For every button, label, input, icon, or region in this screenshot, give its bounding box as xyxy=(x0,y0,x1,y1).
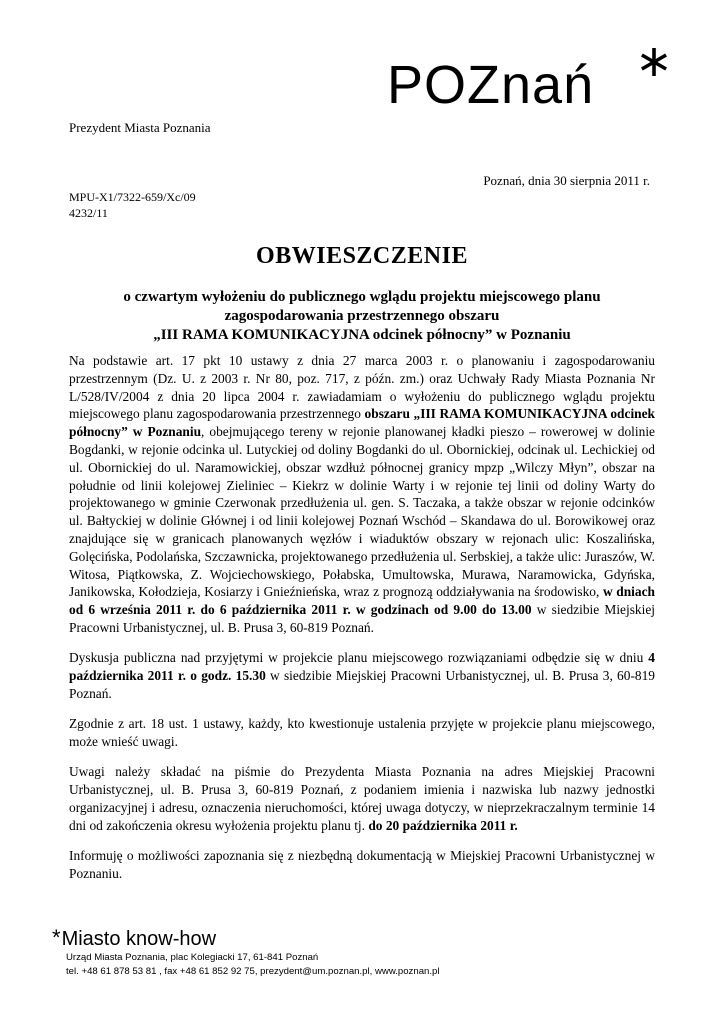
paragraph-documentation: Informuję o możliwości zapoznania się z niezbędną dokumentacją w Miejskiej Pracowni Urbanistycznej w Poznaniu. xyxy=(69,847,655,881)
paragraph-announcement: Na podstawie art. 17 pkt 10 ustawy z dnia 27 marca 2003 r. o planowaniu i zagospodarowaniu przestrzennym (Dz. U. z 2003 r. Nr 80, poz. 717, z późn. zm.) oraz Uchwały Rady Miasta Poznania Nr L/528/IV/2004 z dnia 20 lipca 2004 r. zawiadamiam o wyłożeniu do publicznego wglądu projektu miejscowego planu zagospodarowania przestrzennego obszaru „III RAMA KOMUNIKACYJNA odcinek północny” w Poznaniu, obejmującego tereny w rejonie planowanej kładki pieszo – rowerowej w dolinie Bogdanki, w rejonie odcinka ul. Lutyckiej od doliny Bogdanki do ul. Obornickiej, odcinak ul. Lechickiej od ul. Obornickiej do ul. Naramowickiej, obszar wzdłuż północnej granicy mpzp „Wilczy Młyn”, obszar na południe od linii kolejowej Zieliniec – Kiekrz w dolinie Warty i w rejonie tej linii od doliny Warty do projektowanego w gminie Czerwonak przedłużenia ul. gen. S. Taczaka, a także obszar w rejonie odcinków ul. Bałtyckiej w dolinie Głównej i od linii kolejowej Poznań Wschód – Skandawa do ul. Borowikowej oraz znajdujące się w granicach planowanych węzłów i wiaduktów obszary w rejonach ulic: Koszalińska, Golęcińska, Podolańska, Szczawnicka, projektowanego przedłużenia ul. Serbskiej, a także ulic: Juraszów, W. Witosa, Piątkowska, Z. Wojciechowskiego, Połabska, Umultowska, Murawa, Naramowicka, Gdyńska, Janikowska, Kołodzieja, Kosiarzy i Gnieźnieńska, wraz z prognozą oddziaływania na środowisko, w dniach od 6 września 2011 r. do 6 października 2011 r. w godzinach od 9.00 do 13.00 w siedzibie Miejskiej Pracowni Urbanistycznej, ul. B. Prusa 3, 60-819 Poznań. xyxy=(69,353,656,635)
logo-text: POZnań xyxy=(387,55,595,115)
subtitle-line: o czwartym wyłożeniu do publicznego wglądu projektu miejscowego planu xyxy=(123,289,601,305)
footer-brand xyxy=(52,926,216,951)
reference-line: 4232/11 xyxy=(69,206,108,220)
date: Poznań, dnia 30 sierpnia 2011 r. xyxy=(483,173,650,188)
footer-brand-text: Miasto know-how xyxy=(61,928,217,950)
document-title: OBWIESZCZENIE xyxy=(256,243,468,269)
footer-contact: tel. +48 61 878 53 81 , fax +48 61 852 92 75, prezydent@um.poznan.pl, www.poznan.pl xyxy=(66,966,440,977)
subtitle-line: zagospodarowania przestrzennego obszaru xyxy=(224,308,500,324)
asterisk-icon xyxy=(638,46,670,78)
footer-address: Urząd Miasta Poznania, plac Kolegiacki 17, 61-841 Poznań xyxy=(66,952,319,963)
poznan-logo xyxy=(387,44,677,126)
document-body xyxy=(69,352,655,895)
paragraph-right-to-comment: Zgodnie z art. 18 ust. 1 ustawy, każdy, kto kwestionuje ustalenia przyjęte w projekcie planu miejscowego, może wnieść uwagi. xyxy=(69,716,655,749)
paragraph-discussion: Dyskusja publiczna nad przyjętymi w projekcie planu miejscowego rozwiązaniami odbędzie się w dniu 4 października 2011 r. o godz. 15.30 w siedzibie Miejskiej Pracowni Urbanistycznej, ul. B. Prusa 3, 60-819 Poznań. xyxy=(69,650,655,701)
asterisk-icon: * xyxy=(52,925,61,950)
reference-line: MPU-X1/7322-659/Xc/09 xyxy=(69,190,196,204)
subtitle-line: „III RAMA KOMUNIKACYJNA odcinek północny” w Poznaniu xyxy=(153,327,571,343)
paragraph-comments-procedure: Uwagi należy składać na piśmie do Prezydenta Miasta Poznania na adres Miejskiej Pracowni Urbanistycznej, ul. B. Prusa 3, 60-819 Poznań, z podaniem imienia i nazwiska lub nazwy jednostki organizacyjnej i adresu, oznaczenia nieruchomości, której uwaga dotyczy, w nieprzekraczalnym terminie 14 dni od zakończenia okresu wyłożenia projektu planu tj. do 20 października 2011 r. xyxy=(69,764,655,833)
reference-number xyxy=(69,189,196,221)
document-subtitle xyxy=(69,288,655,345)
sender: Prezydent Miasta Poznania xyxy=(69,120,211,135)
